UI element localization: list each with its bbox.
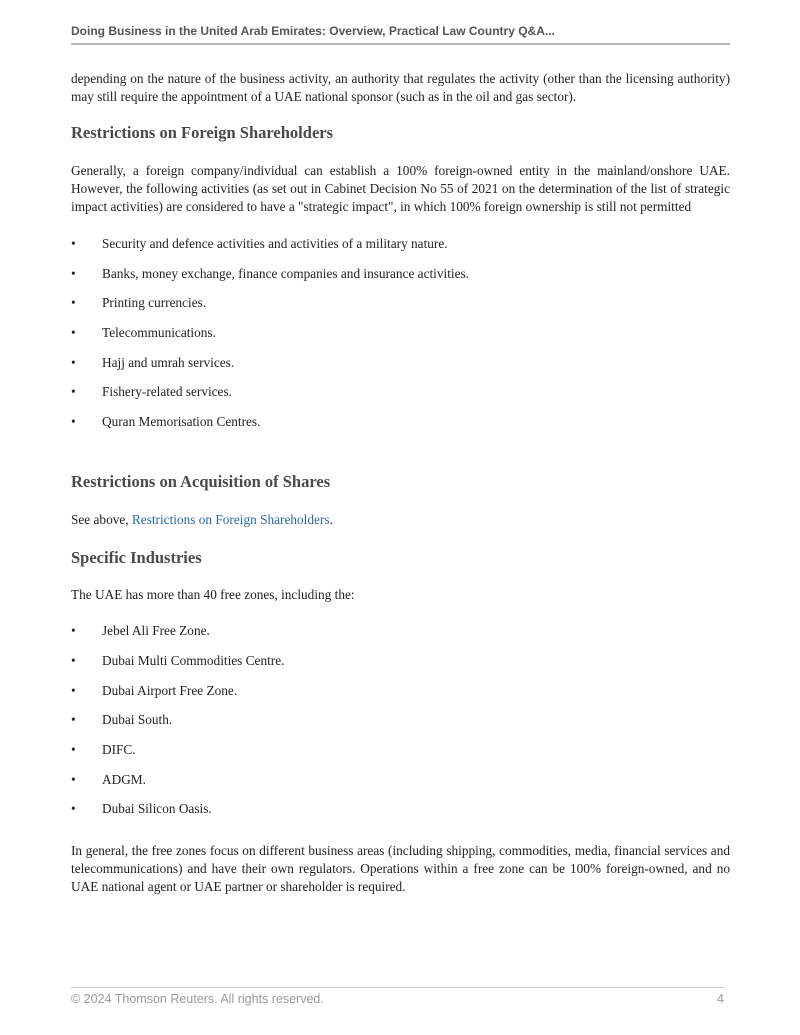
strategic-activities-list: [71, 235, 730, 431]
list-item-text: Dubai South.: [102, 712, 173, 728]
list-item: [71, 622, 730, 640]
list-item-text: Dubai Multi Commodities Centre.: [102, 652, 285, 668]
document-body: [71, 70, 730, 896]
page-footer: [71, 987, 724, 1006]
bullet-icon: •: [71, 325, 76, 341]
intro-paragraph: depending on the nature of the business activity, an authority that regulates the activity (other than the licensing authority) may still require the appointment of a UAE national sponsor (such as in the oil and gas sector).: [71, 71, 730, 104]
free-zones-intro: The UAE has more than 40 free zones, including the:: [71, 587, 355, 603]
list-item-text: Banks, money exchange, finance companies and insurance activities.: [102, 265, 470, 281]
list-item-text: Fishery-related services.: [102, 384, 232, 400]
document-header-title: Doing Business in the United Arab Emirates: Overview, Practical Law Country Q&A...: [71, 24, 730, 45]
list-item-text: Quran Memorisation Centres.: [102, 414, 261, 430]
list-item-text: Jebel Ali Free Zone.: [102, 623, 210, 639]
list-item: [71, 741, 730, 759]
free-zones-list: [71, 622, 730, 818]
list-item: [71, 800, 730, 818]
see-above-text: See above,: [71, 512, 132, 528]
list-item-text: DIFC.: [102, 741, 136, 757]
list-item: [71, 324, 730, 342]
list-item: [71, 413, 730, 431]
bullet-icon: •: [71, 741, 76, 757]
bullet-icon: •: [71, 652, 76, 668]
bullet-icon: •: [71, 236, 76, 251]
heading-restrictions-acquisition-shares: Restrictions on Acquisition of Shares: [71, 472, 331, 492]
list-item: [71, 354, 730, 372]
list-item-text: Security and defence activities and activities of a military nature.: [102, 236, 448, 251]
list-item-text: Printing currencies.: [102, 295, 207, 311]
bullet-icon: •: [71, 682, 76, 698]
bullet-icon: •: [71, 771, 76, 787]
period-text: .: [329, 512, 333, 528]
bullet-icon: •: [71, 623, 76, 639]
free-zones-closing-paragraph: In general, the free zones focus on different business areas (including shipping, commodities, media, financial services and telecommunications) and have their own regulators. Operations within a free zone can be 100% foreign-owned, and no UAE national agent or UAE partner or shareholder is required.: [71, 843, 730, 895]
heading-specific-industries: Specific Industries: [71, 548, 202, 568]
bullet-icon: •: [71, 354, 76, 370]
copyright-text: © 2024 Thomson Reuters. All rights reserved.: [71, 992, 324, 1006]
list-item-text: Telecommunications.: [102, 325, 216, 341]
bullet-icon: •: [71, 801, 76, 817]
bullet-icon: •: [71, 712, 76, 728]
bullet-icon: •: [71, 384, 76, 400]
bullet-icon: •: [71, 265, 76, 281]
foreign-shareholders-paragraph: Generally, a foreign company/individual can establish a 100% foreign-owned entity in the mainland/onshore UAE. However, the following activities (as set out in Cabinet Decision No 55 of 2021 on the determination of the list of strategic impact activities) are considered to have a "strategic impact", in which 100% foreign ownership is still not permitted: [71, 163, 730, 214]
list-item: [71, 652, 730, 670]
list-item: [71, 771, 730, 789]
list-item: [71, 294, 730, 312]
list-item: [71, 383, 730, 401]
page-number: 4: [717, 992, 724, 1006]
list-item-text: Dubai Silicon Oasis.: [102, 801, 212, 817]
list-item: [71, 711, 730, 729]
list-item-text: Dubai Airport Free Zone.: [102, 682, 238, 698]
bullet-icon: •: [71, 414, 76, 430]
list-item: [71, 682, 730, 700]
list-item: [71, 265, 730, 283]
restrictions-foreign-shareholders-link[interactable]: Restrictions on Foreign Shareholders: [131, 512, 330, 528]
list-item-text: Hajj and umrah services.: [102, 354, 235, 370]
heading-restrictions-foreign-shareholders: Restrictions on Foreign Shareholders: [71, 123, 334, 142]
list-item-text: ADGM.: [102, 771, 146, 787]
bullet-icon: •: [71, 295, 76, 311]
list-item: [71, 235, 730, 253]
acquisition-shares-paragraph: [71, 511, 730, 529]
